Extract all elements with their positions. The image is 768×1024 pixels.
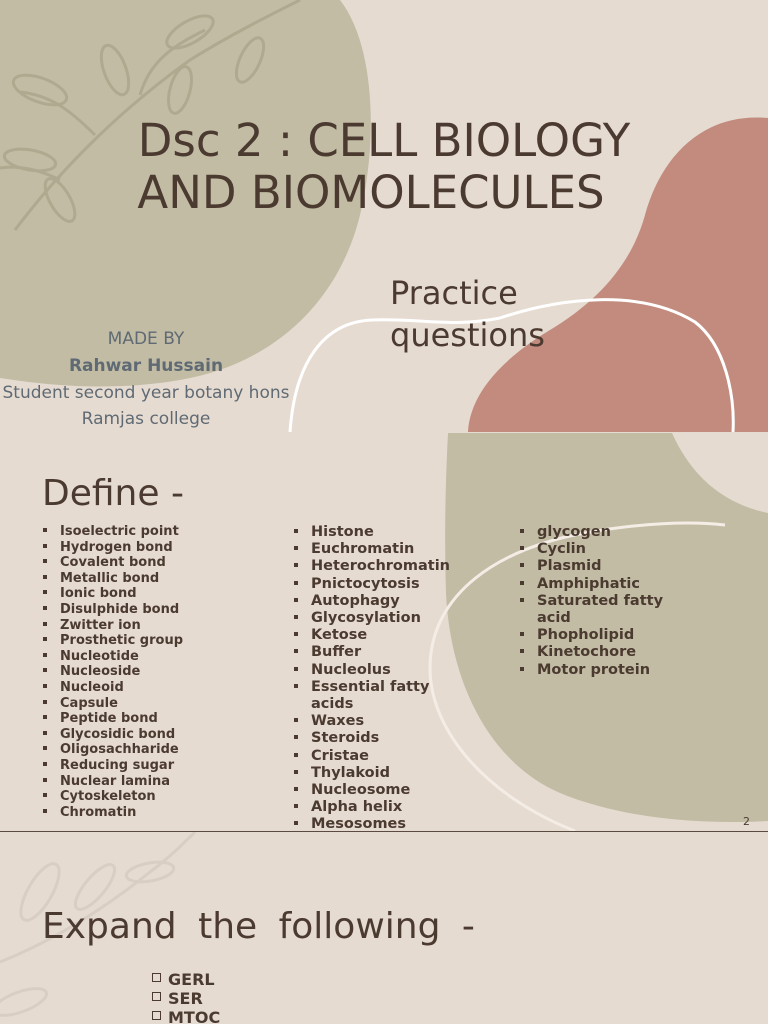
list-item: Isoelectric point: [43, 524, 243, 540]
author-name: Rahwar Hussain: [68, 356, 224, 376]
list-item: Thylakoid: [294, 765, 434, 782]
list-item: Ionic bond: [43, 586, 243, 602]
title-slide: [0, 0, 768, 432]
list-item: Glycosylation: [294, 610, 434, 627]
author-role: Student second year botany hons: [2, 383, 290, 403]
list-item: Histone: [294, 524, 434, 541]
list-item: Essential fatty acids: [294, 679, 434, 713]
list-item: GERL: [150, 970, 220, 989]
list-item: Reducing sugar: [43, 758, 243, 774]
list-item: Autophagy: [294, 593, 434, 610]
list-item: Chromatin: [43, 805, 243, 821]
list-item: Covalent bond: [43, 555, 243, 571]
list-item: Pnictocytosis: [294, 576, 434, 593]
list-item: Phopholipid: [520, 627, 680, 644]
expand-slide: [0, 832, 768, 1024]
define-list-col3: [520, 524, 680, 679]
list-item: Hydrogen bond: [43, 540, 243, 556]
list-item: Cyclin: [520, 541, 680, 558]
list-item: Saturated fatty acid: [520, 593, 680, 627]
define-slide: [0, 433, 768, 831]
define-list-col1: [43, 524, 243, 820]
list-item: Kinetochore: [520, 644, 680, 661]
list-item: Nucleolus: [294, 662, 434, 679]
list-item: Oligosachharide: [43, 742, 243, 758]
list-item: Motor protein: [520, 662, 680, 679]
list-item: Cytoskeleton: [43, 789, 243, 805]
list-item: Nucleosome: [294, 782, 434, 799]
list-item: MTOC: [150, 1008, 220, 1024]
list-item: Nucleoid: [43, 680, 243, 696]
list-item: Buffer: [294, 644, 434, 661]
list-item: Waxes: [294, 713, 434, 730]
slide-title-line2: AND BIOMOLECULES: [137, 166, 605, 219]
list-item: Amphiphatic: [520, 576, 680, 593]
list-item: Metallic bond: [43, 571, 243, 587]
author-college: Ramjas college: [81, 409, 211, 429]
list-item: Peptide bond: [43, 711, 243, 727]
list-item: Plasmid: [520, 558, 680, 575]
list-item: Euchromatin: [294, 541, 434, 558]
list-item: SER: [150, 989, 220, 1008]
subtitle-line2: questions: [390, 316, 545, 354]
list-item: Glycosidic bond: [43, 727, 243, 743]
list-item: Nucleoside: [43, 664, 243, 680]
expand-list: [150, 970, 220, 1024]
list-item: Cristae: [294, 748, 434, 765]
list-item: glycogen: [520, 524, 680, 541]
list-item: Alpha helix: [294, 799, 434, 816]
list-item: Zwitter ion: [43, 618, 243, 634]
list-item: Capsule: [43, 696, 243, 712]
list-item: Mesosomes: [294, 816, 434, 831]
page-number: 2: [743, 815, 750, 828]
list-item: Prosthetic group: [43, 633, 243, 649]
list-item: Nucleotide: [43, 649, 243, 665]
list-item: Disulphide bond: [43, 602, 243, 618]
define-heading: Define -: [42, 473, 184, 514]
list-item: Heterochromatin: [294, 558, 434, 575]
slide-subtitle: [390, 272, 545, 356]
list-item: Steroids: [294, 730, 434, 747]
subtitle-line1: Practice: [390, 274, 518, 312]
list-item: Ketose: [294, 627, 434, 644]
slide-title-line1: Dsc 2 : CELL BIOLOGY: [137, 114, 631, 167]
made-by-label: MADE BY: [107, 329, 185, 349]
define-list-col2: [294, 524, 450, 831]
expand-heading: Expand the following -: [42, 906, 475, 947]
list-item: Nuclear lamina: [43, 774, 243, 790]
